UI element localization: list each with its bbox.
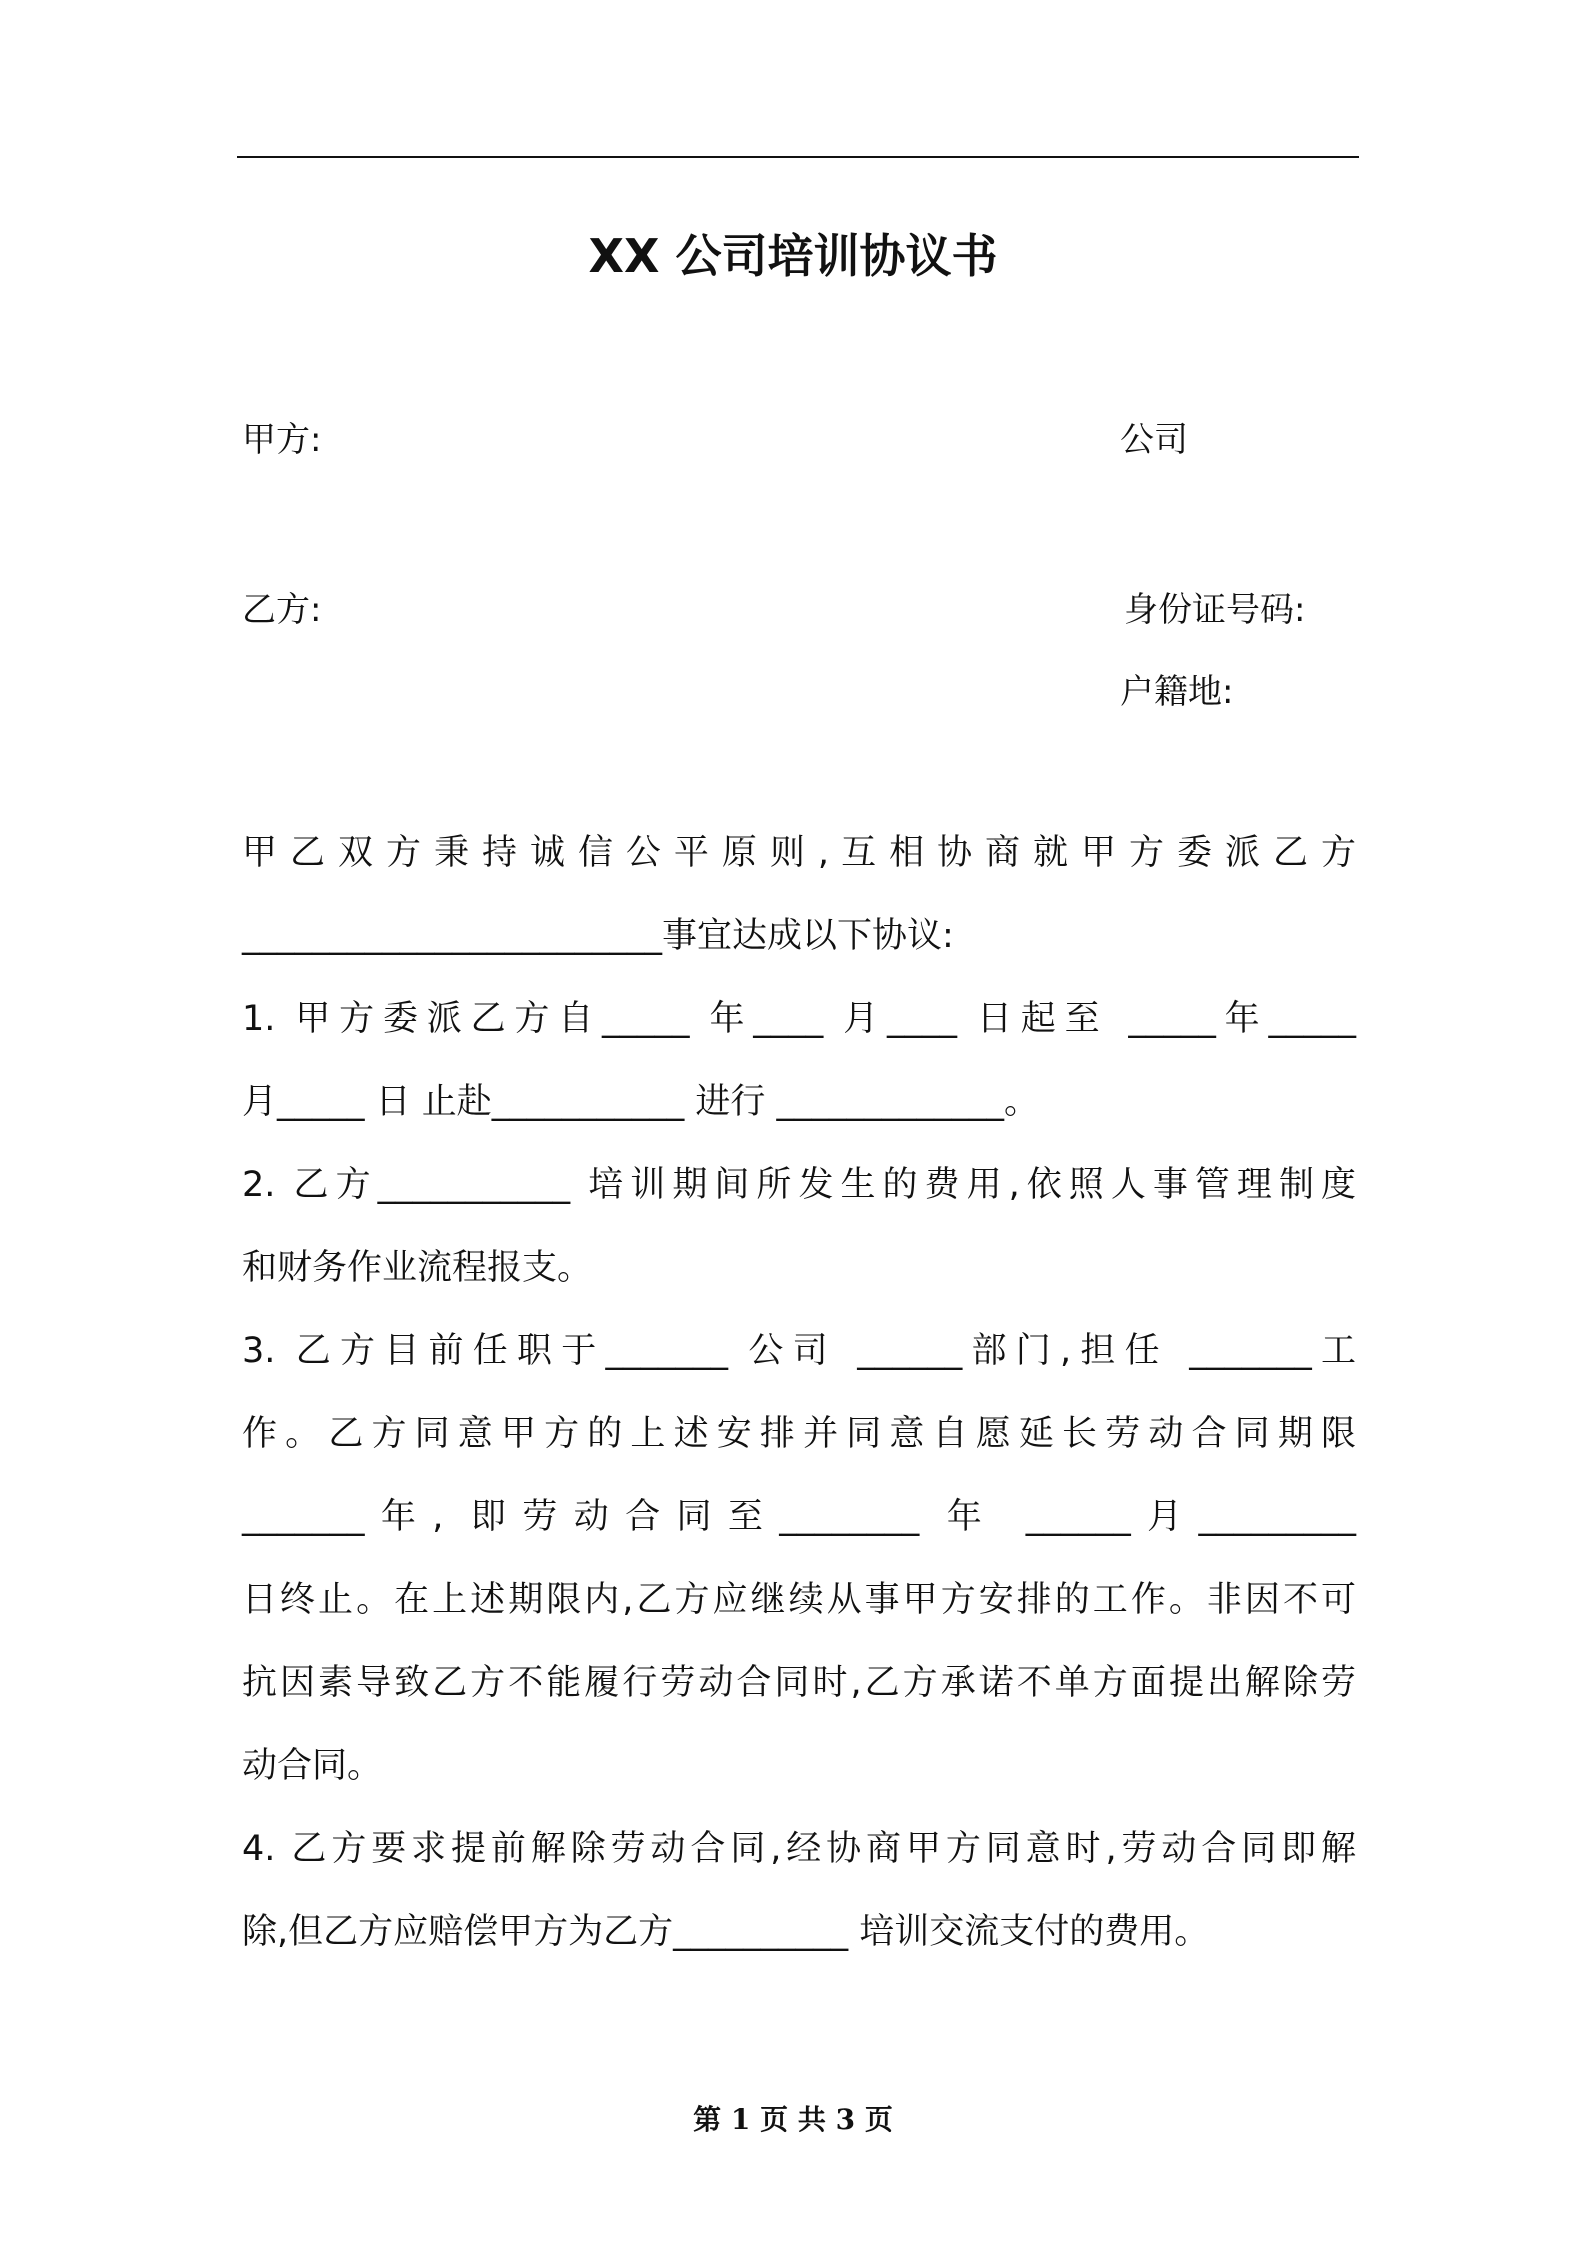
clause-3: 3. 乙方目前任职于_______ 公司 ______部门,担任 _______工 bbox=[242, 1331, 1356, 1371]
party-a-label: 甲方: bbox=[242, 420, 322, 460]
body-line: 作。乙方同意甲方的上述安排并同意自愿延长劳动合同期限 bbox=[242, 1414, 1356, 1454]
header-rule bbox=[237, 156, 1359, 158]
body-line: 和财务作业流程报支。 bbox=[242, 1248, 593, 1288]
party-b-label: 乙方: bbox=[242, 590, 322, 630]
party-a-company: 公司 bbox=[1120, 420, 1188, 460]
body-line: 抗因素导致乙方不能履行劳动合同时,乙方承诺不单方面提出解除劳 bbox=[242, 1663, 1356, 1703]
agreement-body bbox=[242, 812, 1356, 1974]
body-line: 日终止。在上述期限内,乙方应继续从事甲方安排的工作。非因不可 bbox=[242, 1580, 1356, 1620]
clause-2: 2. 乙方___________ 培训期间所发生的费用,依照人事管理制度 bbox=[242, 1165, 1356, 1205]
body-line: 动合同。 bbox=[242, 1746, 383, 1786]
clause-1: 1. 甲方委派乙方自_____ 年____ 月____ 日起至 _____年_____ bbox=[242, 999, 1356, 1039]
party-b-id-label: 身份证号码: bbox=[1124, 590, 1306, 630]
document-title: XX 公司培训协议书 bbox=[588, 229, 998, 283]
body-line: 月_____ 日 止赴___________ 进行 _____________。 bbox=[242, 1082, 1040, 1122]
clause-4: 4. 乙方要求提前解除劳动合同,经协商甲方同意时,劳动合同即解 bbox=[242, 1829, 1356, 1869]
body-line: 除,但乙方应赔偿甲方为乙方__________ 培训交流支付的费用。 bbox=[242, 1912, 1210, 1952]
body-line: 甲 乙 双 方 秉 持 诚 信 公 平 原 则 , 互 相 协 商 就 甲 方 委 派 乙 方 bbox=[242, 833, 1356, 873]
party-b-residence-label: 户籍地: bbox=[1120, 672, 1234, 712]
body-line: ________________________事宜达成以下协议: bbox=[242, 916, 954, 956]
page-footer: 第 1 页 共 3 页 bbox=[693, 2103, 893, 2136]
body-line: _______年, 即劳动合同至________ 年 ______月_________ bbox=[242, 1497, 1356, 1537]
